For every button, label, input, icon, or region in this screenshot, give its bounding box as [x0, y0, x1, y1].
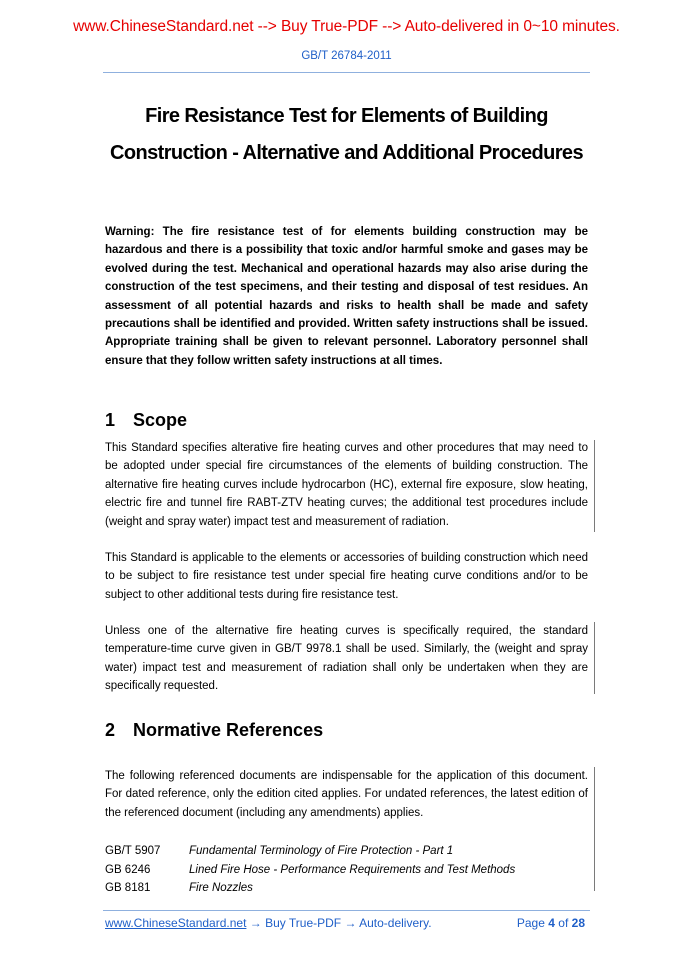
section-1-title: Scope: [133, 410, 188, 430]
section-2-number: 2: [105, 720, 116, 740]
page-footer: [105, 916, 585, 930]
total-pages: 28: [571, 916, 585, 930]
header-divider: [103, 72, 590, 73]
top-banner-link[interactable]: www.ChineseStandard.net --> Buy True-PDF --> Auto-delivered in 0~10 minutes.: [73, 18, 620, 35]
reference-item: [105, 861, 515, 880]
title-line-2: Construction - Alternative and Additional Procedures: [110, 142, 583, 164]
change-bar: [594, 440, 595, 532]
scope-paragraph-3: Unless one of the alternative fire heating curves is specifically required, the standard temperature-time curve given in GB/T 9978.1 shall be used. Similarly, the (weight and spray water) impact test and measurement of radiation shall only be undertaken when they are specifically requested.: [105, 625, 588, 693]
warning-paragraph: Warning: The fire resistance test of for elements building construction may be hazardous and there is a possibility that toxic and/or harmful smoke and gases may be evolved during the test. Mechanical and operational hazards may also arise during the construction of the test specimens, and their testing and disposal of test residues. An assessment of all potential hazards and risks to health shall be made and safety precautions shall be identified and provided. Written safety instructions shall be issued. Appropriate training shall be given to relevant personnel. Laboratory personnel shall ensure that they follow written safety instructions at all times.: [105, 226, 588, 367]
page-number: 4: [548, 916, 555, 930]
reference-code: GB 6246: [105, 863, 151, 876]
section-1-number: 1: [105, 410, 116, 430]
of-label: of: [558, 916, 569, 930]
change-bar: [594, 767, 595, 891]
title-line-1: Fire Resistance Test for Elements of Building: [145, 105, 548, 127]
reference-code: GB 8181: [105, 882, 151, 895]
reference-title: Lined Fire Hose - Performance Requirements and Test Methods: [189, 863, 516, 876]
change-bar: [594, 622, 595, 694]
references-intro-paragraph: The following referenced documents are indispensable for the application of this document. For dated reference, only the edition cited applies. For undated references, the latest edition of the referenced document (including any amendments) applies.: [105, 770, 588, 819]
footer-text: → Buy True-PDF → Auto-delivery.: [246, 916, 432, 930]
footer-link[interactable]: www.ChineseStandard.net: [105, 916, 247, 930]
footer-divider: [103, 910, 590, 911]
reference-item: [105, 842, 515, 861]
standard-number: GB/T 26784-2011: [301, 50, 392, 62]
section-2-heading: [105, 720, 323, 741]
page-indicator: [517, 916, 585, 930]
scope-paragraph-2: This Standard is applicable to the elements or accessories of building construction which need to be subject to fire resistance test under special fire heating curve conditions and/or to be subject to other additional tests during fire resistance test.: [105, 552, 588, 601]
scope-paragraph-1: This Standard specifies alterative fire heating curves and other procedures that may need to be adopted under special fire circumstances of the elements of building construction. The alternative fire heating curves include hydrocarbon (HC), external fire exposure, slow heating, electric fire and tunnel fire RABT-ZTV heating curves; the additional test procedures include (weight and spray water) impact test and measurement of radiation.: [105, 442, 588, 528]
section-1-heading: [105, 410, 187, 431]
document-title: [60, 98, 633, 172]
page-label: Page: [516, 916, 545, 930]
reference-title: Fundamental Terminology of Fire Protection - Part 1: [189, 845, 454, 857]
reference-item: [105, 879, 515, 898]
reference-list: [105, 842, 515, 898]
section-2-title: Normative References: [133, 720, 324, 740]
reference-code: GB/T 5907: [105, 845, 161, 857]
reference-title: Fire Nozzles: [189, 882, 253, 895]
